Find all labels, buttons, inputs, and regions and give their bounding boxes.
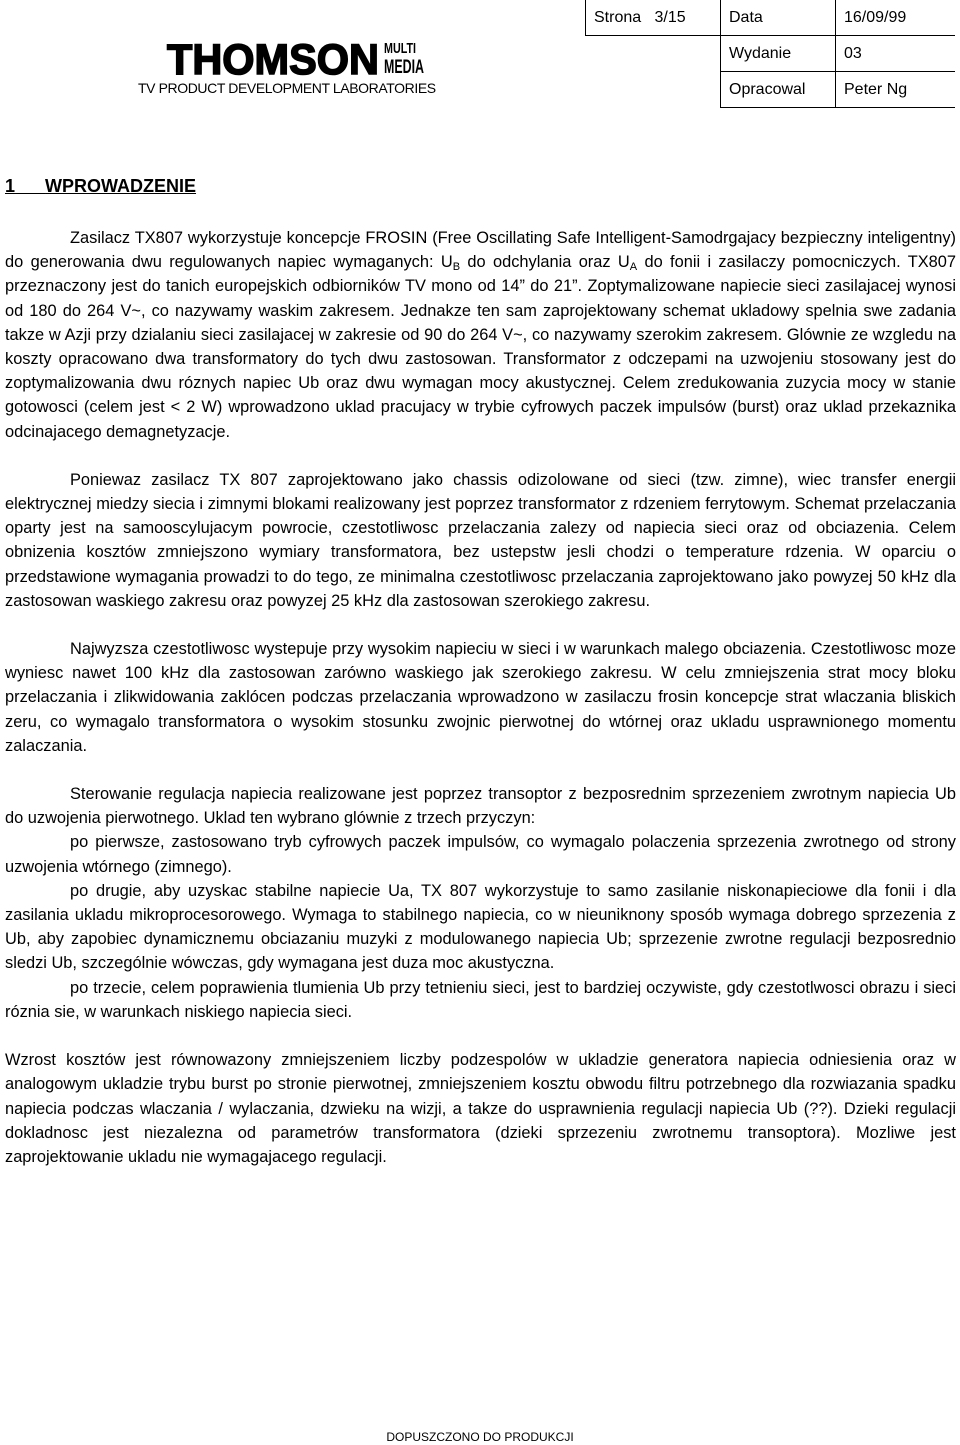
section-heading [5, 176, 196, 197]
meta-empty-cell [586, 36, 721, 72]
document-meta-table [585, 0, 955, 108]
paragraph-text: do odchylania oraz U [460, 253, 630, 272]
logo-multi: MULTI [384, 40, 416, 57]
date-label: Data [721, 0, 836, 36]
paragraph-reason-1: po pierwsze, zastosowano tryb cyfrowych paczek impulsów, co wymagalo polaczenia sprzezenia zwrotnego od strony uzwojenia wtórnego (zimnego). [5, 833, 956, 876]
document-body [5, 226, 956, 1169]
footer-approval: DOPUSZCZONO DO PRODUKCJI [386, 1430, 574, 1444]
section-number: 1 [5, 176, 16, 196]
edition-label: Wydanie [721, 36, 836, 72]
paragraph-cost: Wzrost kosztów jest równowazony zmniejszeniem liczby podzespolów w ukladzie generatora napiecia odniesienia oraz w analogowym ukladzie trybu burst po stronie pierwotnej, zmniejszeniem kosztu obwodu filtru potrzebnego dla rozwiazania spadku napiecia podczas wlaczania / wylaczania, dzwieku na wizji, a takze do usprawnienia regulacji napiecia Ub (??). Dzieki regulacji dokladnosc jest niezalezna od parametrów transformatora (dzieki sprzezeniu zwrotnemu transoptora). Mozliwe jest zaprojektowanie ukladu nie wymagajacego regulacji. [5, 1051, 956, 1166]
paragraph-frequency: Najwyzsza czestotliwosc wystepuje przy wysokim napieciu w sieci i w warunkach malego obciazenia. Czestotliwosc moze wyniesc nawet 100 kHz dla zastosowan zarówno waskiego jak szerokiego zakresu. W celu zmniejszenia strat mocy bloku przelaczania i zlikwidowania zaklócen podczas przelaczania wprowadzono w zasilaczu frosin koncepcje strat wlaczania bliskich zeru, co wymagalo transformatora o wysokim stosunku zwojnic pierwotnej do wtórnej oraz ukladu usprawnionego momentu zalaczania. [5, 640, 956, 755]
page-number: 3/15 [654, 8, 686, 26]
logo-media: MEDIA [384, 57, 425, 78]
paragraph-intro [5, 226, 956, 444]
author-label: Opracowal [721, 72, 836, 108]
paragraph-text: Zasilacz TX807 wykorzystuje koncepcje FROSIN (Free Oscillating Safe Intelligent-Samodrgajacy bezpieczny inteligentny) do generowania dwu regulowanych napiec wymaganych: U [5, 229, 956, 272]
section-title: WPROWADZENIE [45, 176, 197, 196]
paragraph-text: do fonii i zasilaczy pomocniczych. TX807 przeznaczony jest do tanich europejskich odbiorników TV mono od 14” do 21”. Zoptymalizowane napiecie sieci zasilajacej wynosi od 180 do 264 V~, co nazywamy waskim zakresem. Jednakze ten sam zaprojektowany schemat ukladowy spelnia swe zadania takze w Azji przy dzialaniu sieci zasilajacej w zakresie od 90 do 264 V~, co nazywamy szerokim zakresem. Glównie ze wzgledu na koszty opracowano dwa transformatory do tych dwu zastosowan. Transformator z odczepami na uzwojeniu stosowany jest do zoptymalizowania dwu róznych napiec Ub oraz dwu wymagan mocy akustycznej. Celem zredukowania zuzycia mocy w stanie gotowosci (celem jest < 2 W) wprowadzono uklad pracujacy w trybie cyfrowych paczek impulsów (burst) oraz uklad przekaznika odcinajacego demagnetyzacje. [5, 253, 957, 441]
edition-value: 03 [836, 36, 956, 72]
date-value: 16/09/99 [836, 0, 956, 36]
meta-empty-cell [586, 72, 721, 108]
paragraph-reason-2: po drugie, aby uzyskac stabilne napiecie Ua, TX 807 wykorzystuje to samo zasilanie niskonapieciowe dla fonii i dla zasilania ukladu mikroprocesorowego. Wymaga to stabilnego napiecia, co w nieuniknony sposób wymaga dobrego sprzezenia z Ub, aby zapobiec dynamicznemu obciazaniu muzyki z modulowanego napiecia Ub; sprzezenie zwrotne regulacji bezposrednio sledzi Ub, szczególnie wówczas, gdy wymagana jest duza moc akustyczna. [5, 881, 956, 973]
author-value: Peter Ng [836, 72, 956, 108]
subscript-a: A [629, 261, 638, 274]
paragraph-transfer: Poniewaz zasilacz TX 807 zaprojektowano jako chassis odizolowane od sieci (tzw. zimne), wiec transfer energii elektrycznej miedzy siecia i zimnymi blokami realizowany jest poprzez transformator z rdzeniem ferrytowym. Schemat przelaczania oparty jest na samooscylujacym powrocie, czestotliwosc przelaczania zalezy od napiecia sieci oraz od obciazenia. Celem obnizenia kosztów zmniejszono wymiary transformatora, bez ustepstw jesli chodzi o temperature rdzenia. W oparciu o przedstawione wymagania prowadzi to do tego, ze minimalna czestotliwosc przelaczania zaprojektowano jako powyzej 50 kHz dla zastosowan waskiego zakresu oraz powyzej 25 kHz dla zastosowan szerokiego zakresu. [5, 470, 956, 610]
page-label-text: Strona [594, 8, 642, 26]
paragraph-reason-3: po trzecie, celem poprawienia tlumienia Ub przy tetnieniu sieci, jest to bardziej oczywiste, gdy czestotlwosci obrazu i sieci róznia sie, w warunkach niskiego napiecia sieci. [5, 978, 956, 1021]
thomson-logo-mark [167, 36, 429, 84]
company-logo [130, 30, 590, 100]
page-label [586, 0, 721, 36]
logo-subtitle: TV PRODUCT DEVELOPMENT LABORATORIES [138, 80, 436, 96]
page-header [0, 0, 960, 110]
logo-wordmark: THOMSON [167, 36, 379, 84]
subscript-b: B [452, 261, 461, 274]
paragraph-regulation: Sterowanie regulacja napiecia realizowane jest poprzez transoptor z bezposrednim sprzezeniem zwrotnym napiecia Ub do uzwojenia pierwotnego. Uklad ten wybrano glównie z trzech przyczyn: [5, 785, 956, 828]
